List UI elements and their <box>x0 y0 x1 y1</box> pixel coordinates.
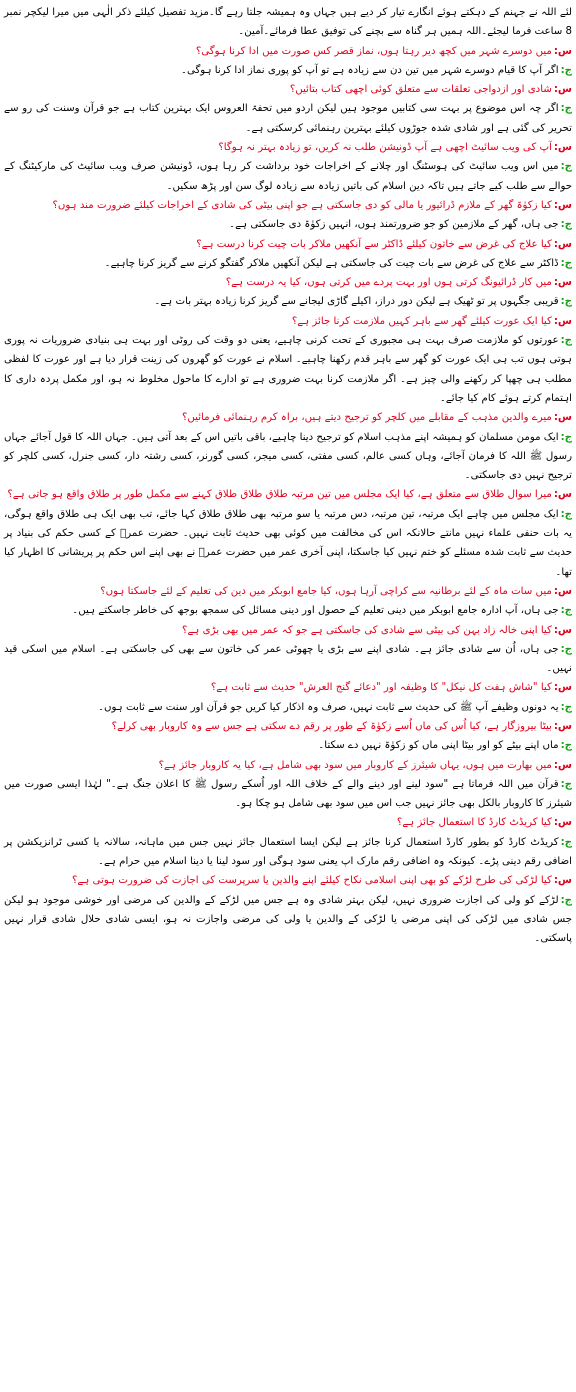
answer-marker: ج: <box>560 894 572 906</box>
question-text: کیا زکوٰۃ گھر کے ملازم ڈرائیور یا مالی کو دی جاسکتی ہے جو اپنی بیٹی کی شادی کے اخراجات کیلئے ضرورت مند ہوں؟ <box>52 199 552 211</box>
answer-marker: ج: <box>560 508 572 520</box>
question-text: میرا سوال طلاق سے متعلق ہے، کیا ایک مجلس میں تین مرتبہ طلاق طلاق طلاق کہنے سے مکمل طور پر طلاق واقع ہو جاتی ہے؟ <box>7 489 552 501</box>
qa-item <box>4 621 572 679</box>
question-marker: س: <box>553 315 572 327</box>
answer-text: کریڈٹ کارڈ کو بطور کارڈ استعمال کرنا جائز ہے لیکن ایسا استعمال جائز نہیں جس میں ماہانہ، سالانہ یا کسی ٹرانزیکشن پر اضافی رقم دینی پڑے۔ کیونکہ وہ اضافی رقم مارک اپ یعنی سود ہوگی اور سود لینا یا دینا اسلام میں حرام ہے۔ <box>4 836 572 868</box>
question-text: میرے والدین مذہب کے مقابلے میں کلچر کو ترجیح دیتے ہیں، براہ کرم رہنمائی فرمائیں؟ <box>181 412 552 424</box>
question-marker: س: <box>553 875 572 887</box>
qa-item <box>4 273 572 312</box>
intro-paragraph: لئے اللہ نے جہنم کے دہکتے ہوئے انگارے تیار کر دیے ہیں جہاں وہ ہمیشہ جلتا رہے گا۔مزید تفصیل کیلئے ذکر الٰہی میں میرا لیکچر نمبر 8 ساعت فرما لیجئے۔اللہ ہمیں ہر گناہ سے بچنے کی توفیق عطا فرمائے۔آمین۔ <box>4 7 572 38</box>
question <box>4 80 572 99</box>
answer-text: جی ہاں، آپ ادارہ جامع ابوبکر میں دینی تعلیم کے حصول اور دینی مسائل کی سمجھ بوجھ کی خاطر جاسکتے ہیں۔ <box>72 605 559 617</box>
answer <box>4 331 572 408</box>
answer-marker: ج: <box>560 778 572 790</box>
question-marker: س: <box>553 720 572 732</box>
question-text: بیٹا بیروزگار ہے، کیا اُس کی ماں اُسے زکوٰۃ کے طور پر رقم دے سکتی ہے جس سے وہ کاروبار بھی کرلے؟ <box>111 720 552 732</box>
question-marker: س: <box>553 759 572 771</box>
question <box>4 196 572 215</box>
answer <box>4 99 572 138</box>
question-text: میں بھارت میں ہوں، یہاں شیئرز کے کاروبار میں سود بھی شامل ہے، کیا یہ کاروبار جائز ہے؟ <box>158 759 552 771</box>
question-text: کیا کریڈٹ کارڈ کا استعمال جائز ہے؟ <box>396 817 552 829</box>
answer <box>4 254 572 273</box>
question <box>4 42 572 61</box>
question-marker: س: <box>553 412 572 424</box>
qa-item <box>4 678 572 717</box>
question <box>4 485 572 504</box>
answer <box>4 215 572 234</box>
qa-item <box>4 871 572 948</box>
answer <box>4 698 572 717</box>
question <box>4 138 572 157</box>
answer <box>4 157 572 196</box>
answer-text: ایک مومن مسلمان کو ہمیشہ اپنے مذہب اسلام کو ترجیح دینا چاہیے، باقی باتیں اس کے بعد آتی ہیں۔ جہاں اللہ کا قول آجائے جہاں رسول ﷺ اللہ کا فرمان آجائے، وہاں کسی عالم، کسی مفتی، کسی میجر، کسی گورنر، کسی رشتہ دار، کسی جنرل، کسی کلچر کو ترجیح نہیں دی جاسکتی۔ <box>4 431 572 482</box>
question-marker: س: <box>553 199 572 211</box>
question-marker: س: <box>553 84 572 96</box>
question <box>4 678 572 697</box>
question-text: میں دوسرے شہر میں کچھ دیر رہتا ہوں، نماز قصر کس صورت میں ادا کرنا ہوگی؟ <box>195 45 552 57</box>
question-text: کیا علاج کی غرض سے خاتون کیلئے ڈاکٹر سے آنکھیں ملاکر بات چیت کرنا درست ہے؟ <box>196 238 552 250</box>
question-marker: س: <box>553 624 572 636</box>
question <box>4 235 572 254</box>
answer-marker: ج: <box>560 219 572 231</box>
answer-text: عورتوں کو ملازمت صرف بہت ہی مجبوری کے تحت کرنی چاہیے، یعنی دو وقت کی روٹی اور بہت ہی بنیادی ضروریات نہ پوری ہوتی ہوں تب ہی ایک عورت کو گھر سے باہر قدم رکھنا چاہیے۔ اسلام نے عورت کو گھروں کی زینت قرار دیا ہے اور عورت کا لفظی مطلب ہی چھپا کر رکھنے والی چیز ہے۔ اگر ملازمت کرنا بہت ضروری ہے تو ادارے کا ماحول مخلوط نہ ہو، اور مکمل پردہ داری کا اہتمام کرتے ہوئے کام کیا جائے۔ <box>4 335 572 404</box>
answer-text: ڈاکٹر سے علاج کی غرض سے بات چیت کی جاسکتی ہے لیکن آنکھیں ملاکر گفتگو کرنے سے گریز کرنا چاہیے۔ <box>104 257 559 269</box>
qa-item <box>4 485 572 581</box>
answer-text: جی ہاں، گھر کے ملازمین کو جو ضرورتمند ہوں، انہیں زکوٰۃ دی جاسکتی ہے۔ <box>229 219 559 231</box>
qa-item <box>4 717 572 756</box>
answer <box>4 736 572 755</box>
qa-item <box>4 582 572 621</box>
question-text: میں سات ماہ کے لئے برطانیہ سے کراچی آرہا ہوں، کیا جامع ابوبکر میں دین کی تعلیم کے لئے جاسکتا ہوں؟ <box>100 585 552 597</box>
answer-marker: ج: <box>560 701 572 713</box>
question <box>4 756 572 775</box>
question-marker: س: <box>553 238 572 250</box>
qa-item <box>4 235 572 274</box>
answer-text: قرآن میں اللہ فرماتا ہے "سود لینے اور دینے والے کے خلاف اللہ اور اُسکے رسول ﷺ کا اعلان جنگ ہے۔" لہٰذا ایسی صورت میں شیئرز کا کاروبار بالکل بھی جائز نہیں جب اس میں سود بھی شامل ہو چکا ہو۔ <box>4 778 572 810</box>
answer-text: میں اس ویب سائیٹ کی ہوسٹنگ اور چلانے کے اخراجات خود برداشت کر رہا ہوں، ڈونیشن صرف ویب سائیٹ کی مارکیٹنگ کے حوالے سے طلب کیے جاتے ہیں تاکہ دین اسلام کی باتیں زیادہ سے زیادہ لوگ سن اور پڑھ سکیں۔ <box>4 161 572 192</box>
answer-text: یہ دونوں وظیفے آپ ﷺ کی حدیث سے ثابت نہیں، صرف وہ اذکار کیا کریں جو قرآن اور سنت سے ثابت ہوں۔ <box>98 701 559 713</box>
question <box>4 273 572 292</box>
qa-item <box>4 312 572 408</box>
question-marker: س: <box>553 585 572 597</box>
question-marker: س: <box>553 277 572 289</box>
question-text: کیا ایک عورت کیلئے گھر سے باہر کہیں ملازمت کرنا جائز ہے؟ <box>291 315 552 327</box>
qa-item <box>4 408 572 485</box>
answer-marker: ج: <box>560 64 572 76</box>
answer-text: جی ہاں، اُن سے شادی جائز ہے۔ شادی اپنے سے بڑی یا چھوٹی عمر کی خاتون سے بھی کی جاسکتی ہے۔ اسلام میں اسکی قید نہیں۔ <box>4 643 572 675</box>
question <box>4 582 572 601</box>
question-text: کیا اپنی خالہ زاد بہن کی بیٹی سے شادی کی جاسکتی ہے جو کہ عمر میں بھی بڑی ہے؟ <box>182 624 552 636</box>
answer <box>4 505 572 582</box>
answer-text: ایک مجلس میں چاہے ایک مرتبہ، تین مرتبہ، دس مرتبہ یا سو مرتبہ بھی طلاق طلاق کہا جائے، تب بھی ایک ہی طلاق واقع ہوگی، یہ بات حنفی علماء نہیں مانتے حالانکہ اس کی مخالفت میں کوئی بھی حدیث ثابت نہیں۔ حضرت عمرؓ کے کسی حکم کی بنیاد پر حدیث سے ثابت شدہ مسئلے کو ختم نہیں کیا جاسکتا، اپنی آخری عمر میں حضرت عمرؓ نے بھی اپنے اس حکم پر پریشانی کا اظہار کیا تھا۔ <box>4 508 572 578</box>
qa-item <box>4 196 572 235</box>
question-text: آپ کی ویب سائیٹ اچھی ہے آپ ڈونیشن طلب نہ کریں، تو زیادہ بہتر نہ ہوگا؟ <box>218 142 552 154</box>
qa-item <box>4 42 572 81</box>
question <box>4 621 572 640</box>
answer-marker: ج: <box>560 335 572 347</box>
answer-marker: ج: <box>560 605 572 617</box>
answer-text: قریبی جگہوں پر تو ٹھیک ہے لیکن دور دراز، اکیلے گاڑی لیجانے سے گریز کرنا زیادہ بہتر بات ہے۔ <box>154 296 559 308</box>
qa-item <box>4 80 572 138</box>
qa-item <box>4 756 572 814</box>
question <box>4 813 572 832</box>
answer <box>4 775 572 814</box>
answer-marker: ج: <box>560 257 572 269</box>
question <box>4 717 572 736</box>
answer-marker: ج: <box>560 296 572 308</box>
question-marker: س: <box>553 817 572 829</box>
qa-list <box>4 42 572 949</box>
question-marker: س: <box>553 489 572 501</box>
answer-marker: ج: <box>560 836 572 848</box>
question-marker: س: <box>553 682 572 694</box>
answer-text: اگر آپ کا قیام دوسرے شہر میں تین دن سے زیادہ ہے تو آپ کو پوری نماز ادا کرنا ہوگی۔ <box>181 64 559 76</box>
answer-marker: ج: <box>560 431 572 443</box>
question-text: میں کار ڈرائیونگ کرتی ہوں اور بہت پردے میں کرتی ہوں، کیا یہ درست ہے؟ <box>225 277 552 289</box>
qa-item <box>4 813 572 871</box>
answer-text: ماں اپنے بیٹے کو اور بیٹا اپنی ماں کو زکوٰۃ نہیں دے سکتا۔ <box>318 740 559 752</box>
answer <box>4 292 572 311</box>
answer <box>4 428 572 486</box>
question <box>4 408 572 427</box>
answer <box>4 601 572 620</box>
question-text: شادی اور ازدواجی تعلقات سے متعلق کوئی اچھی کتاب بتائیں؟ <box>289 84 552 96</box>
answer-marker: ج: <box>560 643 572 655</box>
answer-marker: ج: <box>560 161 572 173</box>
question-marker: س: <box>553 142 572 154</box>
question <box>4 871 572 890</box>
answer <box>4 833 572 872</box>
question-text: کیا "شاش ہفت کل نیکل" کا وظیفہ اور "دعائے گنج العرش" حدیث سے ثابت ہے؟ <box>210 682 552 694</box>
question-marker: س: <box>553 45 572 57</box>
question-text: کیا لڑکی کی طرح لڑکے کو بھی اپنی اسلامی نکاح کیلئے اپنے والدین یا سرپرست کی اجازت کی ضرورت ہوتی ہے؟ <box>71 875 552 887</box>
answer <box>4 891 572 949</box>
answer <box>4 61 572 80</box>
answer <box>4 640 572 679</box>
question <box>4 312 572 331</box>
answer-marker: ج: <box>560 740 572 752</box>
answer-marker: ج: <box>560 103 572 115</box>
answer-text: لڑکے کو ولی کی اجازت ضروری نہیں، لیکن بہتر شادی وہ ہے جس میں لڑکے کے والدین کی مرضی اور خوشی موجود ہو لیکن جس شادی میں لڑکی کی اپنی مرضی یا لڑکی کے والدین یا ولی کی مرضی واجازت نہ ہو، ایسی شادی حلال شادی قرار نہیں پاسکتی۔ <box>4 894 572 945</box>
qa-item <box>4 138 572 196</box>
answer-text: اگر چہ اس موضوع پر بہت سی کتابیں موجود ہیں لیکن اردو میں تحفۃ العروس ایک بہترین کتاب ہے جو قرآن وسنت کی رو سے تحریر کی گئی ہے اور شادی شدہ جوڑوں کیلئے بہترین رہنمائی کرسکتی ہے۔ <box>4 103 572 134</box>
